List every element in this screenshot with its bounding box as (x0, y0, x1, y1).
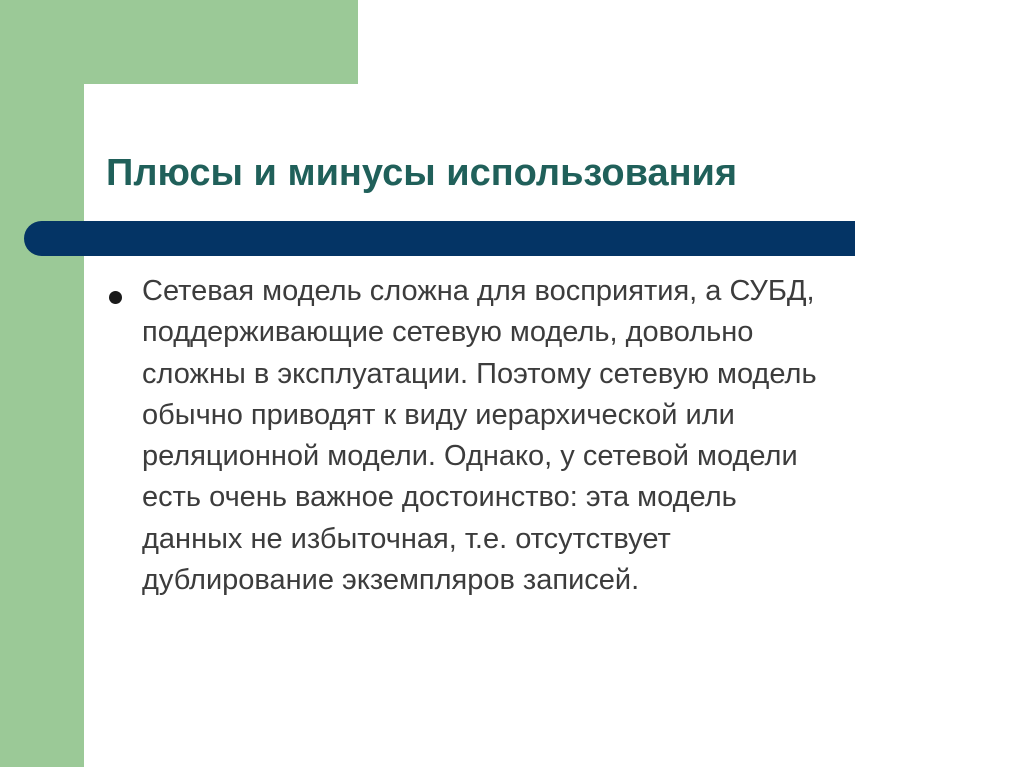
title-underline-bar (24, 221, 855, 256)
bullet-dot-icon (109, 291, 122, 304)
bullet-line: реляционной модели. Однако, у сетевой модели (142, 440, 798, 473)
bullet-line: поддерживающие сетевую модель, довольно (142, 316, 754, 349)
green-accent-block (0, 0, 358, 84)
slide-title: Плюсы и минусы использования (106, 152, 738, 194)
bullet-line: данных не избыточная, т.е. отсутствует (142, 522, 671, 555)
bullet-line: есть очень важное достоинство: эта модель (142, 481, 737, 514)
bullet-line: Сетевая модель сложна для восприятия, а СУБД, (142, 275, 815, 307)
bullet-text (142, 271, 957, 601)
bullet-line: обычно приводят к виду иерархической или (142, 398, 735, 431)
bullet-line: сложны в эксплуатации. Поэтому сетевую модель (142, 357, 817, 390)
green-accent-strip (0, 0, 84, 767)
bullet-line: дублирование экземпляров записей. (142, 564, 640, 597)
